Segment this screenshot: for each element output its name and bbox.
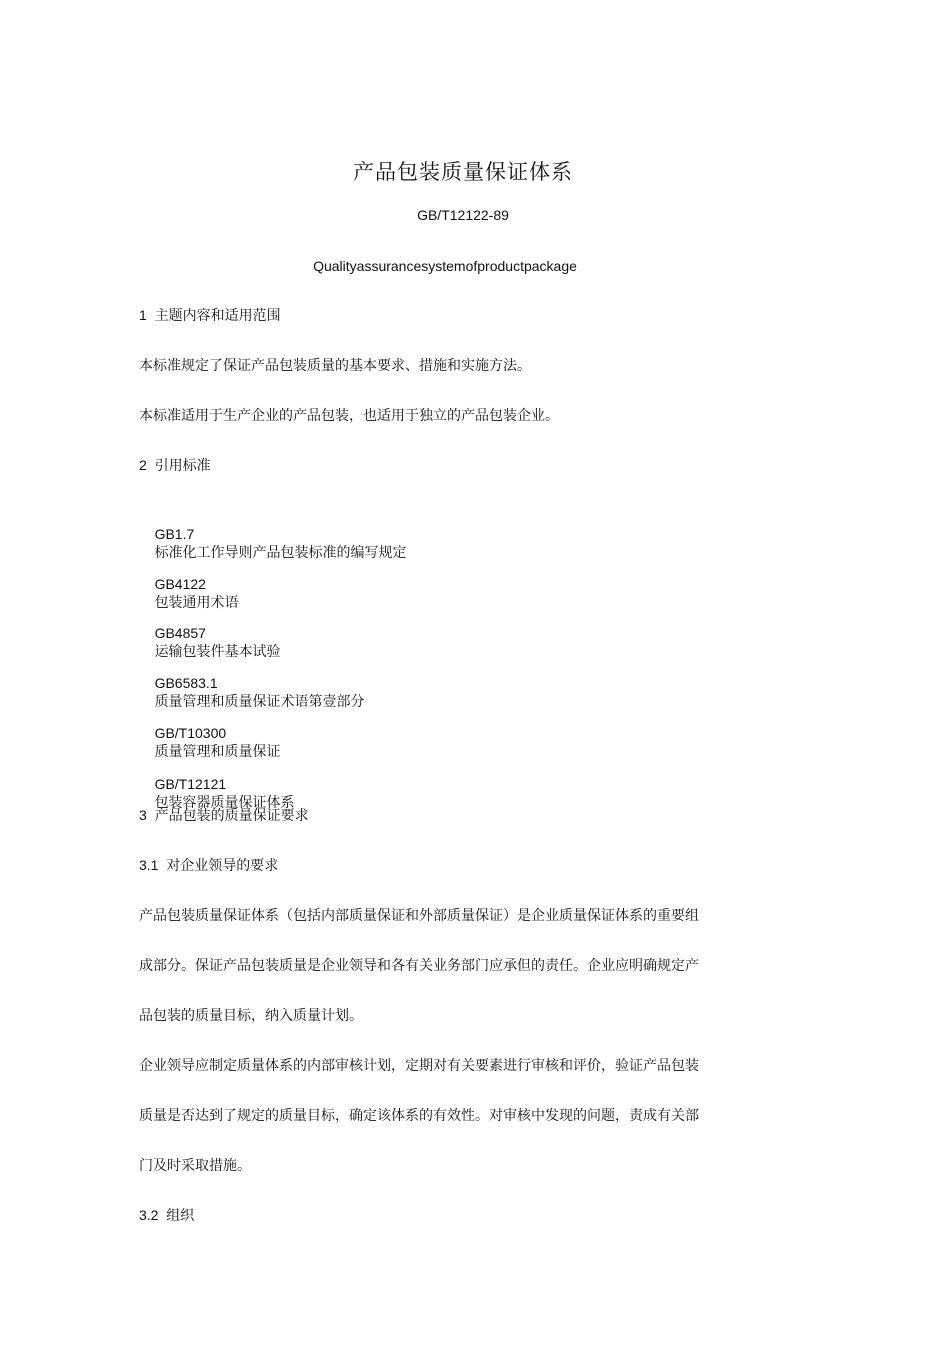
reference-code: GB/T10300 (154, 725, 227, 741)
document-title: 产品包装质量保证体系 (353, 160, 573, 184)
reference-title: 质量管理和质量保证 (154, 743, 281, 759)
reference-title: 质量管理和质量保证术语第壹部分 (154, 693, 365, 709)
paragraph-line: 企业领导应制定质量体系的内部审核计划，定期对有关要素进行审核和评价，验证产品包装 (139, 1057, 699, 1073)
section-1-heading: 1 主题内容和适用范围 (139, 307, 281, 323)
section-1-paragraph-2: 本标准适用于生产企业的产品包装，也适用于独立的产品包装企业。 (139, 407, 559, 423)
reference-code: GB1.7 (154, 526, 195, 542)
section-3-2-heading: 3.2 组织 (139, 1207, 195, 1223)
paragraph-line: 门及时采取措施。 (139, 1157, 251, 1173)
reference-title: 运输包装件基本试验 (154, 643, 281, 659)
paragraph-line: 产品包装质量保证体系（包括内部质量保证和外部质量保证）是企业质量保证体系的重要组 (139, 907, 699, 923)
standard-code: GB/T12122-89 (417, 207, 509, 223)
reference-title: 包装通用术语 (154, 594, 239, 610)
reference-code: GB4122 (154, 576, 206, 592)
paragraph-line: 成部分。保证产品包装质量是企业领导和各有关业务部门应承但的责任。企业应明确规定产 (139, 957, 699, 973)
section-1-paragraph-1: 本标准规定了保证产品包装质量的基本要求、措施和实施方法。 (139, 357, 531, 373)
section-3-heading: 3 产品包装的质量保证要求 (139, 807, 309, 823)
reference-title: 标准化工作导则产品包装标准的编写规定 (154, 544, 407, 560)
reference-title: 包装容器质量保证体系 (154, 794, 295, 810)
reference-code: GB/T12121 (154, 776, 227, 792)
paragraph-line: 质量是否达到了规定的质量目标，确定该体系的有效性。对审核中发现的问题，责成有关部 (139, 1107, 699, 1123)
reference-code: GB6583.1 (154, 675, 218, 691)
section-3-1-heading: 3.1 对企业领导的要求 (139, 857, 279, 873)
section-2-heading: 2 引用标准 (139, 457, 211, 473)
reference-code: GB4857 (154, 625, 206, 641)
paragraph-line: 品包装的质量目标，纳入质量计划。 (139, 1007, 363, 1023)
english-title: Qualityassurancesystemofproductpackage (313, 258, 577, 274)
